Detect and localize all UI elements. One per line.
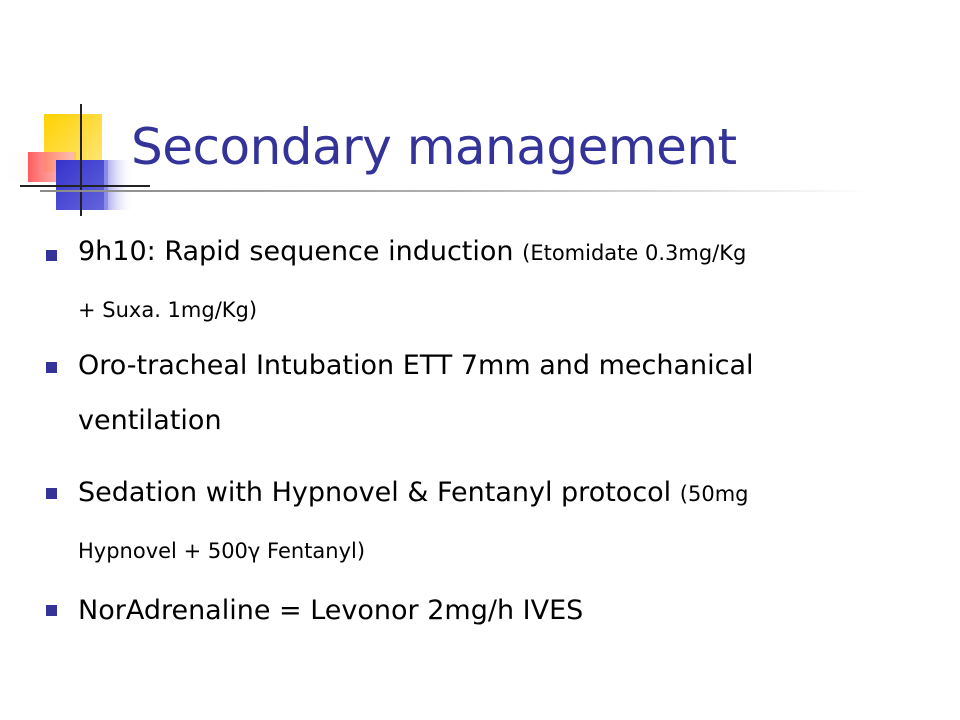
bullet-text xyxy=(78,583,928,638)
bullet-sub-text: Hypnovel + 500γ Fentanyl) xyxy=(78,539,366,563)
bullet-main-text: 9h10: Rapid sequence induction xyxy=(78,236,514,267)
bullet-marker xyxy=(46,362,57,373)
bullet-line: NorAdrenaline = Levonor 2mg/h IVES xyxy=(78,595,584,626)
title-underline xyxy=(40,190,870,192)
bullet-text xyxy=(78,465,928,579)
bullet-marker xyxy=(46,605,57,616)
bullet-text xyxy=(78,224,928,338)
bullet-text xyxy=(78,338,928,448)
bullet-sub-text: (50mg xyxy=(679,482,749,506)
bullet-line: ventilation xyxy=(78,405,222,436)
bullet-marker xyxy=(46,250,57,261)
bullet-marker xyxy=(46,488,57,499)
bullet-line: Oro-tracheal Intubation ETT 7mm and mechanical xyxy=(78,350,754,381)
bullet-main-text: Sedation with Hypnovel & Fentanyl protocol xyxy=(78,477,672,508)
bullet-sub-text: (Etomidate 0.3mg/Kg xyxy=(522,241,747,265)
bullet-sub-text: + Suxa. 1mg/Kg) xyxy=(78,298,258,322)
slide-title: Secondary management xyxy=(131,118,737,176)
